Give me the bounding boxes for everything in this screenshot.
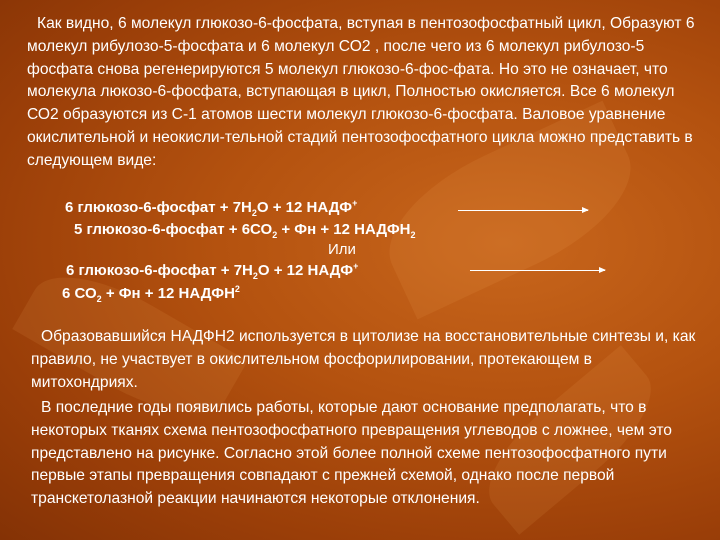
- eq1-reactants-text2: О + 12 НАДФ: [256, 199, 353, 216]
- eq2-reactants-text2: О + 12 НАДФ: [257, 262, 354, 279]
- equation1-reactants: [65, 198, 357, 218]
- eq1-products-subscript2: 2: [410, 230, 416, 240]
- intro-paragraph: Как видно, 6 молекул глюкозо-6-фосфата, вступая в пентозофосфатный цикл, Образуют 6 молекул рибулозо-5-фосфата и 6 молекул СО2 , после чего из 6 молекул рибулозо-5 фосфата снова регенерируются 5 молекул глюкозо-6-фос-фата. Но это не означает, что молекула люкозо-6-фосфата, вступающая в цикл, Полностью окисляется. Все 6 молекул СО2 образуются из С-1 атомов шести молекул глюкозо-6-фосфата. Валовое уравнение окислительной и неокисли-тельной стадий пентозофосфатного цикла можно представить в следующем виде:: [27, 15, 695, 169]
- eq2-products-subscript: 2: [96, 294, 102, 304]
- equation2-reactants: [66, 261, 358, 281]
- eq2-products-text: 6 СО: [62, 285, 97, 302]
- eq2-reactants-superscript: +: [353, 261, 359, 271]
- eq1-reactants-text: 6 глюкозо-6-фосфат + 7Н: [65, 199, 252, 216]
- equation1-products: [74, 221, 415, 240]
- eq1-products-subscript: 2: [272, 230, 278, 240]
- eq2-reactants-subscript: 2: [252, 271, 258, 281]
- equation2-arrow: [470, 270, 605, 271]
- eq2-reactants-text: 6 глюкозо-6-фосфат + 7Н: [66, 262, 253, 279]
- eq2-products-superscript: 2: [234, 284, 240, 294]
- equation2-products: [62, 284, 240, 304]
- equation1-arrow: [458, 210, 588, 211]
- eq2-products-text2: + Фн + 12 НАДФН: [101, 285, 235, 302]
- eq1-products-text2: + Фн + 12 НАДФН: [277, 221, 411, 238]
- eq1-products-text: 5 глюкозо-6-фосфат + 6СО: [74, 221, 273, 238]
- or-label: Или: [328, 241, 356, 258]
- eq1-reactants-subscript: 2: [251, 208, 257, 218]
- paragraph-recent-work: В последние годы появились работы, которые дают основание предполагать, что в некоторых тканях схема пентозофосфатного превращения углеводов с ложнее, чем это представлено на рисунке. Согласно этой более полной схеме пентозофосфатного пути первые этапы превращения совпадают с прежней схемой, однако после первой транскетолазной реакции начинаются некоторые отклонения.: [31, 399, 672, 508]
- paragraph-nadph-usage: Образовавшийся НАДФН2 используется в цитолизе на восстановительные синтезы и, как правило, не участвует в окислительном фосфорилировании, протекающем в митохондриях.: [31, 328, 696, 391]
- eq1-reactants-superscript: +: [352, 198, 358, 208]
